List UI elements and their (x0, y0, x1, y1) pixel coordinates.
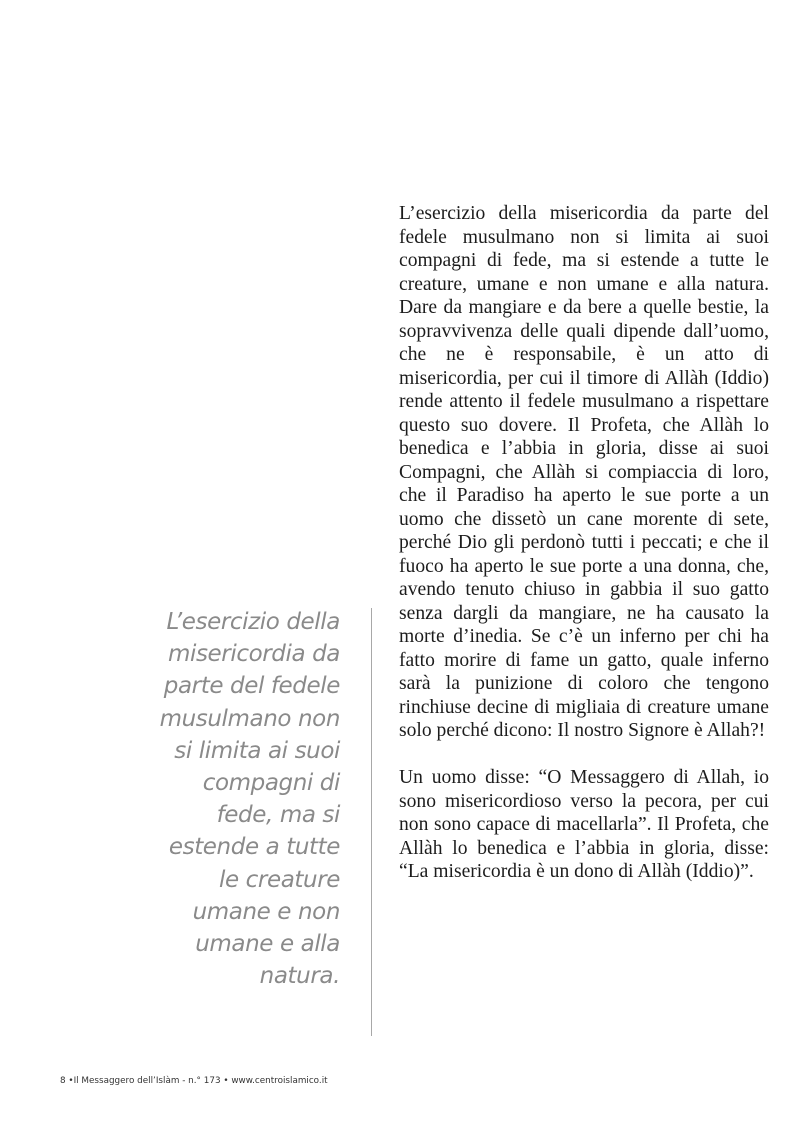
column-divider (371, 608, 372, 1036)
article-paragraph: Un uomo disse: “O Messaggero di Allah, io sono misericordioso verso la pecora, per cui non sono capace di macellarla”. Il Profeta, che Allàh lo benedica e l’abbia in gloria, disse: “La misericordia è un dono di Allàh (Iddio)”. (399, 767, 769, 882)
article-body (399, 202, 769, 884)
pull-quote: L’esercizio della misericordia da parte del fedele musulmano non si limita ai suoi compagni di fede, ma si estende a tutte le creature umane e non umane e alla natura. (159, 609, 340, 990)
article-paragraph: L’esercizio della misericordia da parte del fedele musulmano non si limita ai suoi compagni di fede, ma si estende a tutte le creature, umane e non umane e alla natura. Dare da mangiare e da bere a quelle bestie, la sopravvivenza delle quali dipende dall’uomo, che ne è responsabile, è un atto di misericordia, per cui il timore di Allàh (Iddio) rende attento il fedele musulmano a rispettare questo suo dovere. Il Profeta, che Allàh lo benedica e l’abbia in gloria, disse ai suoi Compagni, che Allàh si compiaccia di loro, che il Paradiso ha aperto le sue porte a un uomo che dissetò un cane morente di sete, perché Dio gli perdonò tutti i peccati; e che il fuoco ha aperto le sue porte a una donna, che, avendo tenuto chiuso in gabbia il suo gatto senza dargli da mangiare, ne ha causato la morte d’inedia. Se c’è un inferno per chi ha fatto morire di fame un gatto, quale inferno sarà la punizione di coloro che tengono rinchiuse decine di migliaia di creature umane solo perché dicono: Il nostro Signore è Allah?! (399, 203, 769, 741)
page-footer: 8 •Il Messaggero dell’Islàm - n.° 173 • www.centroislamico.it (60, 1076, 328, 1086)
